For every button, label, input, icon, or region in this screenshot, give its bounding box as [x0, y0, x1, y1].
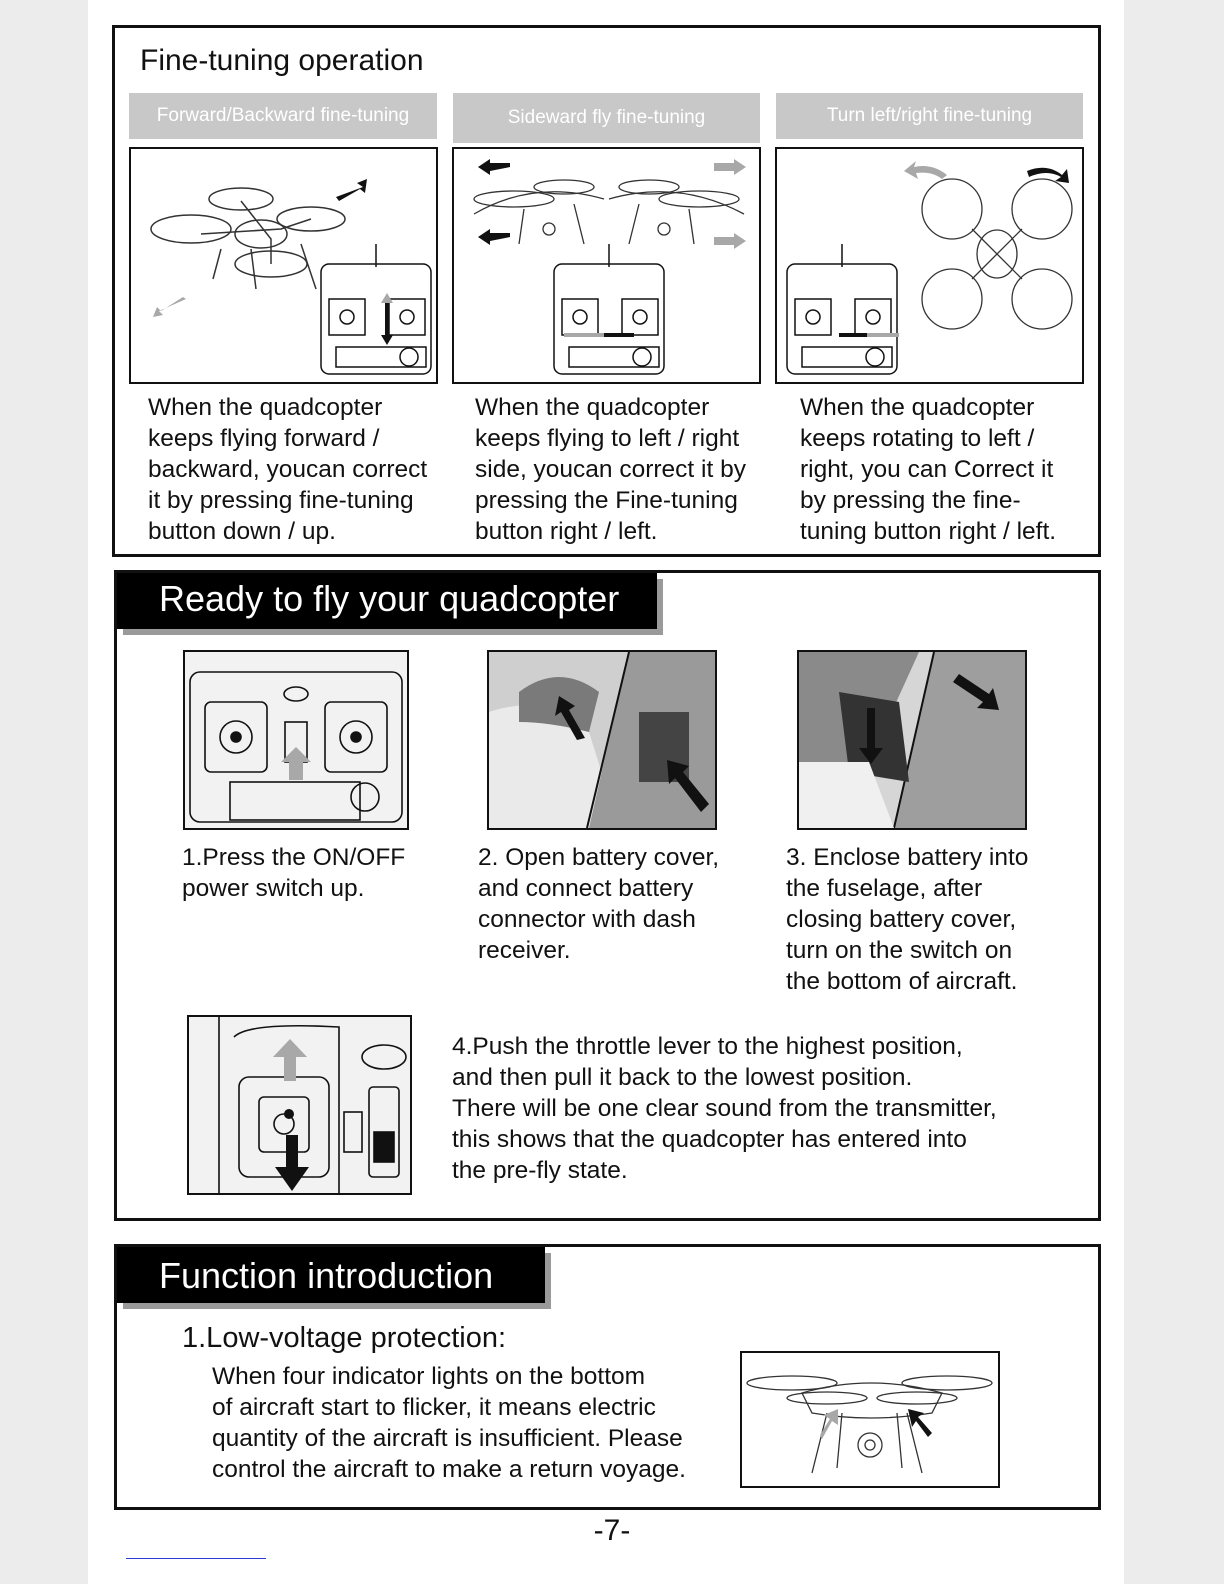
indicator-arrow-left-icon [820, 1409, 838, 1439]
low-voltage-title: 1.Low-voltage protection: [182, 1322, 507, 1354]
right-arrow-icon-2 [714, 233, 746, 249]
rotate-left-arrow-icon [904, 161, 947, 179]
battery-connection-photo [489, 652, 715, 828]
right-margin [1124, 0, 1224, 1584]
fine-tuning-title: Fine-tuning operation [140, 44, 424, 77]
right-arrow-icon [714, 159, 746, 175]
low-voltage-drone-image [740, 1351, 1000, 1488]
function-intro-title: Function introduction [117, 1247, 545, 1303]
left-arrow-icon-2 [478, 229, 510, 245]
left-margin [0, 0, 88, 1584]
transmitter-icon-3 [787, 244, 897, 374]
label-forward-backward: Forward/Backward fine-tuning [129, 93, 437, 139]
forward-backward-description: When the quadcopter keeps flying forward / backward, youcan correct it by pressing fine-tuning button down / up. [148, 394, 428, 545]
step1-transmitter-image [183, 650, 409, 830]
throttle-up-arrow-icon [273, 1039, 307, 1081]
label-turn: Turn left/right fine-tuning [776, 93, 1083, 139]
top-view-drone-and-transmitter-drawing [777, 149, 1082, 382]
label-sideward: Sideward fly fine-tuning [453, 93, 760, 143]
transmitter-icon-2 [554, 244, 664, 374]
drones-and-transmitter-drawing [454, 149, 759, 382]
sideward-description: When the quadcopter keeps flying to left / right side, youcan correct it by pressing the Fine-tuning button right / left. [475, 394, 746, 545]
step1-text: 1.Press the ON/OFF power switch up. [182, 844, 406, 902]
low-voltage-text: When four indicator lights on the bottom of aircraft start to flicker, it means electric quantity of the aircraft is insufficient. Please control the aircraft to make a return voyage. [212, 1363, 686, 1483]
forward-backward-illustration [129, 147, 438, 384]
throttle-closeup-drawing [189, 1017, 410, 1193]
page-number: -7- [593, 1514, 631, 1547]
ready-to-fly-title: Ready to fly your quadcopter [117, 573, 657, 629]
transmitter-closeup-drawing [185, 652, 407, 828]
turn-description: When the quadcopter keeps rotating to left / right, you can Correct it by pressing the fine- tuning button right / left. [800, 394, 1057, 545]
step4-text: 4.Push the throttle lever to the highest position, and then pull it back to the lowest position. There will be one clear sound from the transmitter, this shows that the quadcopter has entered into the pre-fly state. [452, 1033, 997, 1184]
drone-side-view-drawing [742, 1353, 998, 1486]
turn-illustration [775, 147, 1084, 384]
step3-battery-photo [797, 650, 1027, 830]
drone-and-transmitter-drawing [131, 149, 436, 382]
sideward-illustration [452, 147, 761, 384]
backward-arrow-icon [153, 297, 186, 317]
transmitter-icon [321, 244, 431, 374]
step2-battery-photo [487, 650, 717, 830]
footer-link-line [126, 1558, 266, 1559]
throttle-down-arrow-icon [275, 1135, 309, 1191]
left-arrow-icon [478, 159, 510, 175]
step3-text: 3. Enclose battery into the fuselage, after closing battery cover, turn on the switch on the bottom of aircraft. [786, 844, 1029, 995]
forward-arrow-icon [336, 179, 367, 201]
step2-text: 2. Open battery cover, and connect battery connector with dash receiver. [478, 844, 720, 964]
battery-insertion-photo [799, 652, 1025, 828]
quad-top-view [922, 179, 1072, 329]
step4-throttle-image [187, 1015, 412, 1195]
